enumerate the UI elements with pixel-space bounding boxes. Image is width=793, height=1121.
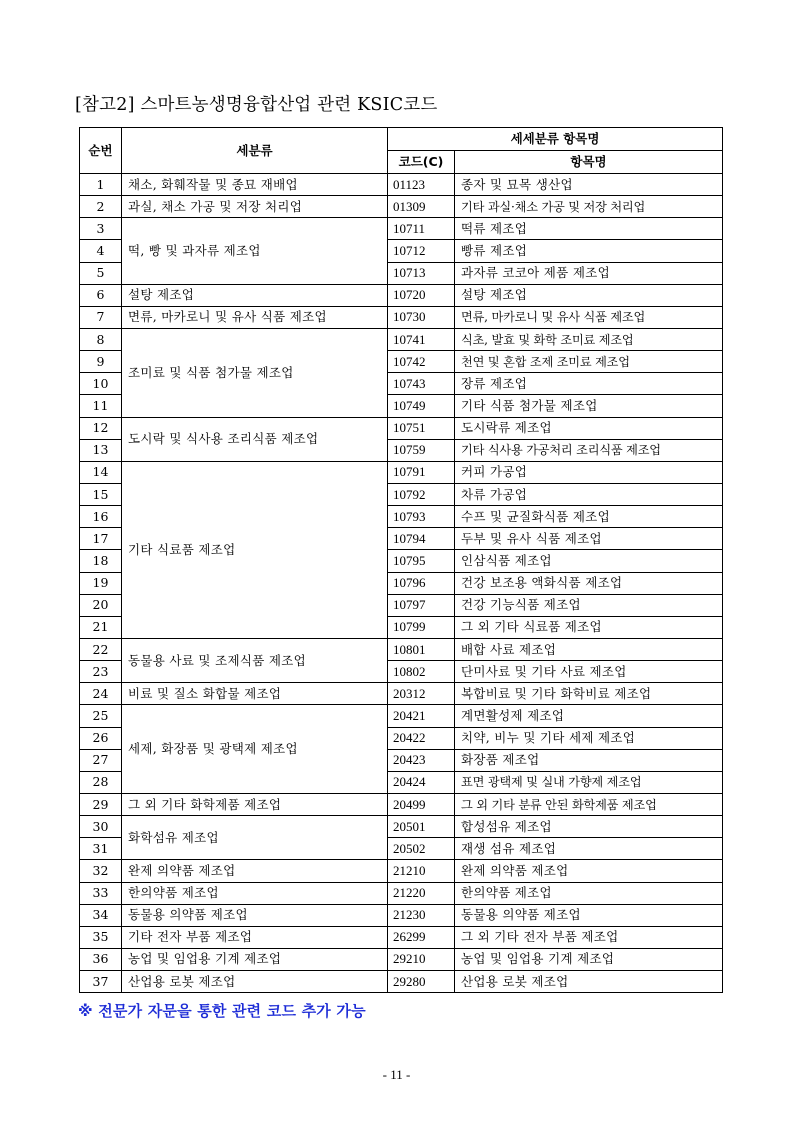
header-category: 세분류	[122, 128, 388, 174]
item-cell: 단미사료 및 기타 사료 제조업	[455, 661, 723, 683]
code-cell: 29210	[388, 948, 455, 970]
header-group: 세세분류 항목명	[388, 128, 723, 151]
table-row	[80, 705, 723, 727]
item-cell: 기타 식품 첨가물 제조업	[455, 395, 723, 417]
table-row	[80, 417, 723, 439]
item-cell: 복합비료 및 기타 화학비료 제조업	[455, 683, 723, 705]
table-row	[80, 638, 723, 660]
row-number: 17	[80, 528, 122, 550]
category-cell: 면류, 마카로니 및 유사 식품 제조업	[122, 306, 388, 328]
item-cell: 치약, 비누 및 기타 세제 제조업	[455, 727, 723, 749]
row-number: 20	[80, 594, 122, 616]
table-row	[80, 683, 723, 705]
table-row	[80, 461, 723, 483]
code-cell: 10751	[388, 417, 455, 439]
table-body	[80, 174, 723, 993]
code-cell: 20312	[388, 683, 455, 705]
row-number: 10	[80, 373, 122, 395]
code-cell: 10801	[388, 638, 455, 660]
code-cell: 10712	[388, 240, 455, 262]
page-number: - 11 -	[382, 1067, 411, 1082]
row-number: 6	[80, 284, 122, 306]
table-row	[80, 218, 723, 240]
header-no: 순번	[80, 128, 122, 174]
row-number: 27	[80, 749, 122, 771]
row-number: 24	[80, 683, 122, 705]
category-cell: 떡, 빵 및 과자류 제조업	[122, 218, 388, 284]
code-cell: 10749	[388, 395, 455, 417]
category-cell: 설탕 제조업	[122, 284, 388, 306]
item-cell: 커피 가공업	[455, 461, 723, 483]
item-cell: 수프 및 균질화식품 제조업	[455, 506, 723, 528]
category-cell: 도시락 및 식사용 조리식품 제조업	[122, 417, 388, 461]
row-number: 5	[80, 262, 122, 284]
row-number: 22	[80, 638, 122, 660]
category-cell: 과실, 채소 가공 및 저장 처리업	[122, 196, 388, 218]
row-number: 21	[80, 616, 122, 638]
page-title: [참고2] 스마트농생명융합산업 관련 KSIC코드	[75, 95, 438, 115]
table-row	[80, 174, 723, 196]
code-cell: 20422	[388, 727, 455, 749]
item-cell: 과자류 코코아 제품 제조업	[455, 262, 723, 284]
item-cell: 표면 광택제 및 실내 가향제 제조업	[455, 771, 723, 793]
code-cell: 10711	[388, 218, 455, 240]
category-cell: 산업용 로봇 제조업	[122, 971, 388, 993]
category-cell: 채소, 화훼작물 및 종묘 재배업	[122, 174, 388, 196]
item-cell: 차류 가공업	[455, 483, 723, 505]
row-number: 31	[80, 838, 122, 860]
table-row	[80, 306, 723, 328]
category-cell: 동물용 사료 및 조제식품 제조업	[122, 638, 388, 682]
code-cell: 10794	[388, 528, 455, 550]
footnote: ※ 전문가 자문을 통한 관련 코드 추가 가능	[78, 1002, 366, 1020]
table-row	[80, 284, 723, 306]
item-cell: 계면활성제 제조업	[455, 705, 723, 727]
category-cell: 화학섬유 제조업	[122, 816, 388, 860]
item-cell: 한의약품 제조업	[455, 882, 723, 904]
code-cell: 10743	[388, 373, 455, 395]
row-number: 33	[80, 882, 122, 904]
code-cell: 10797	[388, 594, 455, 616]
row-number: 4	[80, 240, 122, 262]
item-cell: 그 외 기타 분류 안된 화학제품 제조업	[455, 793, 723, 815]
table-row	[80, 328, 723, 350]
code-cell: 10795	[388, 550, 455, 572]
table-row	[80, 882, 723, 904]
item-cell: 산업용 로봇 제조업	[455, 971, 723, 993]
row-number: 29	[80, 793, 122, 815]
row-number: 37	[80, 971, 122, 993]
item-cell: 두부 및 유사 식품 제조업	[455, 528, 723, 550]
code-cell: 10759	[388, 439, 455, 461]
item-cell: 빵류 제조업	[455, 240, 723, 262]
row-number: 30	[80, 816, 122, 838]
table-row	[80, 860, 723, 882]
category-cell: 기타 전자 부품 제조업	[122, 926, 388, 948]
row-number: 34	[80, 904, 122, 926]
row-number: 16	[80, 506, 122, 528]
item-cell: 건강 보조용 액화식품 제조업	[455, 572, 723, 594]
row-number: 14	[80, 461, 122, 483]
code-cell: 10742	[388, 351, 455, 373]
table-row	[80, 816, 723, 838]
item-cell: 농업 및 임업용 기계 제조업	[455, 948, 723, 970]
item-cell: 건강 기능식품 제조업	[455, 594, 723, 616]
row-number: 3	[80, 218, 122, 240]
table-row	[80, 196, 723, 218]
category-cell: 기타 식료품 제조업	[122, 461, 388, 638]
item-cell: 합성섬유 제조업	[455, 816, 723, 838]
code-cell: 20423	[388, 749, 455, 771]
code-cell: 10741	[388, 328, 455, 350]
code-cell: 20421	[388, 705, 455, 727]
category-cell: 완제 의약품 제조업	[122, 860, 388, 882]
item-cell: 기타 과실·채소 가공 및 저장 처리업	[455, 196, 723, 218]
code-cell: 10796	[388, 572, 455, 594]
row-number: 18	[80, 550, 122, 572]
code-cell: 21230	[388, 904, 455, 926]
code-cell: 21220	[388, 882, 455, 904]
category-cell: 비료 및 질소 화합물 제조업	[122, 683, 388, 705]
category-cell: 조미료 및 식품 첨가물 제조업	[122, 328, 388, 417]
item-cell: 천연 및 혼합 조제 조미료 제조업	[455, 351, 723, 373]
row-number: 8	[80, 328, 122, 350]
category-cell: 세제, 화장품 및 광택제 제조업	[122, 705, 388, 794]
code-cell: 10713	[388, 262, 455, 284]
category-cell: 그 외 기타 화학제품 제조업	[122, 793, 388, 815]
code-cell: 10802	[388, 661, 455, 683]
code-cell: 10793	[388, 506, 455, 528]
item-cell: 동물용 의약품 제조업	[455, 904, 723, 926]
item-cell: 인삼식품 제조업	[455, 550, 723, 572]
ksic-code-table	[79, 127, 723, 993]
table-row	[80, 971, 723, 993]
table-row	[80, 793, 723, 815]
code-cell: 21210	[388, 860, 455, 882]
category-cell: 동물용 의약품 제조업	[122, 904, 388, 926]
row-number: 7	[80, 306, 122, 328]
code-cell: 20424	[388, 771, 455, 793]
item-cell: 떡류 제조업	[455, 218, 723, 240]
row-number: 28	[80, 771, 122, 793]
item-cell: 그 외 기타 식료품 제조업	[455, 616, 723, 638]
item-cell: 면류, 마카로니 및 유사 식품 제조업	[455, 306, 723, 328]
code-cell: 26299	[388, 926, 455, 948]
code-cell: 10730	[388, 306, 455, 328]
item-cell: 장류 제조업	[455, 373, 723, 395]
row-number: 2	[80, 196, 122, 218]
item-cell: 설탕 제조업	[455, 284, 723, 306]
code-cell: 10792	[388, 483, 455, 505]
row-number: 23	[80, 661, 122, 683]
header-code: 코드(C)	[388, 151, 455, 174]
header-item: 항목명	[455, 151, 723, 174]
row-number: 11	[80, 395, 122, 417]
row-number: 15	[80, 483, 122, 505]
row-number: 32	[80, 860, 122, 882]
row-number: 19	[80, 572, 122, 594]
item-cell: 그 외 기타 전자 부품 제조업	[455, 926, 723, 948]
row-number: 26	[80, 727, 122, 749]
item-cell: 종자 및 묘목 생산업	[455, 174, 723, 196]
item-cell: 기타 식사용 가공처리 조리식품 제조업	[455, 439, 723, 461]
row-number: 9	[80, 351, 122, 373]
table-row	[80, 926, 723, 948]
table-row	[80, 904, 723, 926]
row-number: 36	[80, 948, 122, 970]
item-cell: 식초, 발효 및 화학 조미료 제조업	[455, 328, 723, 350]
item-cell: 배합 사료 제조업	[455, 638, 723, 660]
item-cell: 화장품 제조업	[455, 749, 723, 771]
code-cell: 20499	[388, 793, 455, 815]
code-cell: 10799	[388, 616, 455, 638]
item-cell: 도시락류 제조업	[455, 417, 723, 439]
code-cell: 29280	[388, 971, 455, 993]
row-number: 1	[80, 174, 122, 196]
row-number: 25	[80, 705, 122, 727]
code-cell: 20501	[388, 816, 455, 838]
row-number: 13	[80, 439, 122, 461]
item-cell: 완제 의약품 제조업	[455, 860, 723, 882]
table-header-row	[80, 128, 723, 151]
category-cell: 농업 및 임업용 기계 제조업	[122, 948, 388, 970]
item-cell: 재생 섬유 제조업	[455, 838, 723, 860]
code-cell: 10791	[388, 461, 455, 483]
code-cell: 01123	[388, 174, 455, 196]
code-cell: 20502	[388, 838, 455, 860]
category-cell: 한의약품 제조업	[122, 882, 388, 904]
row-number: 35	[80, 926, 122, 948]
table-row	[80, 948, 723, 970]
row-number: 12	[80, 417, 122, 439]
code-cell: 01309	[388, 196, 455, 218]
code-cell: 10720	[388, 284, 455, 306]
